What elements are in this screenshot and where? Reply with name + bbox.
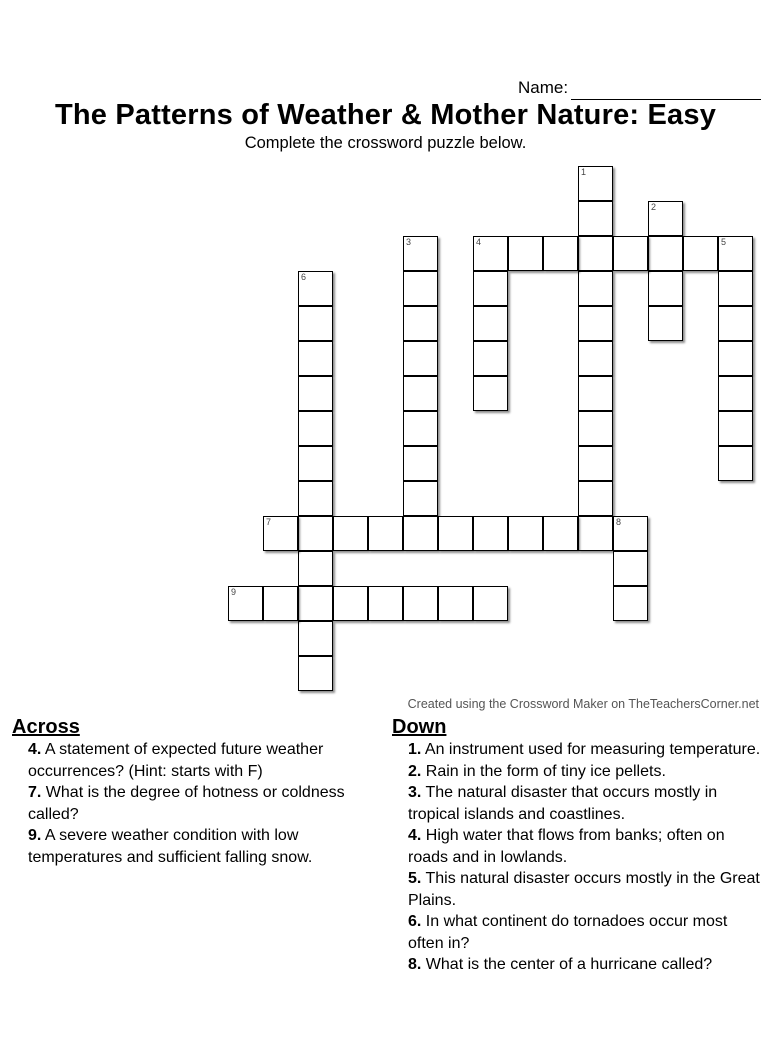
crossword-cell[interactable] — [403, 411, 438, 446]
clue-number: 3. — [408, 784, 422, 801]
clue-text: What is the center of a hurricane called? — [421, 956, 713, 973]
crossword-cell[interactable] — [578, 201, 613, 236]
crossword-cell[interactable] — [508, 516, 543, 551]
clue-number: 4. — [28, 741, 42, 758]
crossword-cell[interactable] — [298, 306, 333, 341]
clue-number: 2. — [408, 762, 422, 780]
crossword-cell[interactable] — [403, 306, 438, 341]
clue-number: 8. — [408, 956, 422, 973]
down-clues — [392, 715, 762, 976]
crossword-cell[interactable] — [613, 586, 648, 621]
crossword-cell[interactable] — [298, 516, 333, 551]
crossword-cell[interactable] — [718, 341, 753, 376]
crossword-cell[interactable] — [718, 306, 753, 341]
clue-text: Rain in the form of tiny ice pellets. — [421, 762, 666, 780]
clue-text: This natural disaster occurs mostly in the Great Plains. — [408, 870, 760, 909]
crossword-cell[interactable] — [403, 376, 438, 411]
crossword-cell[interactable] — [543, 516, 578, 551]
crossword-cell[interactable] — [578, 306, 613, 341]
across-clue — [12, 739, 372, 782]
crossword-cell[interactable] — [578, 481, 613, 516]
crossword-cell[interactable] — [263, 516, 298, 551]
crossword-cell[interactable] — [718, 376, 753, 411]
crossword-cell[interactable] — [578, 376, 613, 411]
crossword-cell[interactable] — [403, 341, 438, 376]
crossword-cell[interactable] — [403, 446, 438, 481]
crossword-cell[interactable] — [228, 586, 263, 621]
crossword-cell[interactable] — [298, 341, 333, 376]
crossword-cell[interactable] — [298, 551, 333, 586]
down-heading: Down — [392, 716, 447, 738]
clue-number: 6. — [408, 913, 422, 930]
crossword-cell[interactable] — [298, 376, 333, 411]
clue-number: 5 — [721, 237, 727, 247]
down-clue — [392, 868, 762, 911]
crossword-cell[interactable] — [578, 166, 613, 201]
crossword-cell[interactable] — [298, 271, 333, 306]
crossword-cell[interactable] — [298, 481, 333, 516]
crossword-cell[interactable] — [578, 236, 613, 271]
crossword-cell[interactable] — [403, 481, 438, 516]
crossword-cell[interactable] — [403, 271, 438, 306]
crossword-cell[interactable] — [438, 516, 473, 551]
clue-number: 1 — [581, 167, 587, 177]
clue-number: 4 — [476, 237, 482, 247]
clue-number: 3 — [406, 237, 412, 247]
clue-number: 1. — [408, 741, 422, 758]
page-title: The Patterns of Weather & Mother Nature: Easy — [54, 99, 717, 131]
down-clue — [392, 761, 762, 783]
crossword-cell[interactable] — [578, 411, 613, 446]
clue-number: 9 — [231, 587, 237, 597]
clue-number: 9. — [28, 827, 42, 844]
crossword-cell[interactable] — [368, 586, 403, 621]
clue-text: An instrument used for measuring temperature. — [421, 741, 761, 758]
credit-text: Created using the Crossword Maker on TheTeachersCorner.net — [407, 697, 759, 711]
across-heading: Across — [12, 716, 80, 738]
crossword-cell[interactable] — [403, 516, 438, 551]
crossword-cell[interactable] — [578, 341, 613, 376]
clue-number: 7. — [28, 784, 42, 801]
crossword-cell[interactable] — [718, 271, 753, 306]
crossword-cell[interactable] — [718, 236, 753, 271]
crossword-cell[interactable] — [613, 516, 648, 551]
down-clue — [392, 739, 762, 761]
crossword-cell[interactable] — [298, 656, 333, 691]
clue-number: 2 — [651, 202, 657, 212]
crossword-cell[interactable] — [403, 236, 438, 271]
down-clue — [392, 954, 762, 976]
crossword-cell[interactable] — [543, 236, 578, 271]
crossword-cell[interactable] — [578, 271, 613, 306]
down-clue — [392, 782, 762, 825]
crossword-cell[interactable] — [578, 446, 613, 481]
crossword-cell[interactable] — [683, 236, 718, 271]
crossword-cell[interactable] — [298, 446, 333, 481]
clue-text: High water that flows from banks; often on roads and in lowlands. — [408, 827, 725, 866]
crossword-cell[interactable] — [613, 236, 648, 271]
crossword-cell[interactable] — [473, 341, 508, 376]
down-clue — [392, 825, 762, 868]
across-clues — [12, 715, 372, 868]
clue-number: 5. — [408, 870, 422, 887]
crossword-cell[interactable] — [648, 271, 683, 306]
clue-number: 8 — [616, 517, 622, 527]
page-subtitle: Complete the crossword puzzle below. — [244, 134, 527, 152]
clue-text: What is the degree of hotness or coldness called? — [28, 784, 345, 823]
crossword-cell[interactable] — [473, 271, 508, 306]
crossword-cell[interactable] — [613, 551, 648, 586]
crossword-cell[interactable] — [508, 236, 543, 271]
clue-text: A statement of expected future weather occurrences? (Hint: starts with F) — [28, 741, 324, 780]
name-label: Name: — [518, 78, 569, 97]
crossword-cell[interactable] — [333, 586, 368, 621]
crossword-cell[interactable] — [298, 586, 333, 621]
crossword-cell[interactable] — [298, 621, 333, 656]
crossword-cell[interactable] — [578, 516, 613, 551]
crossword-cell[interactable] — [473, 306, 508, 341]
crossword-cell[interactable] — [648, 236, 683, 271]
clue-number: 7 — [266, 517, 272, 527]
crossword-cell[interactable] — [473, 586, 508, 621]
crossword-cell[interactable] — [298, 411, 333, 446]
crossword-cell[interactable] — [718, 411, 753, 446]
crossword-cell[interactable] — [368, 516, 403, 551]
crossword-cell[interactable] — [473, 376, 508, 411]
across-clue — [12, 825, 372, 868]
clue-text: The natural disaster that occurs mostly in tropical islands and coastlines. — [408, 784, 718, 823]
crossword-cell[interactable] — [648, 306, 683, 341]
crossword-cell[interactable] — [473, 236, 508, 271]
clue-number: 4. — [408, 827, 422, 844]
crossword-cell[interactable] — [438, 586, 473, 621]
down-clue — [392, 911, 762, 954]
clue-text: In what continent do tornadoes occur most often in? — [408, 913, 728, 952]
clue-number: 6 — [301, 272, 307, 282]
crossword-cell[interactable] — [473, 516, 508, 551]
crossword-cell[interactable] — [333, 516, 368, 551]
crossword-cell[interactable] — [263, 586, 298, 621]
across-clue — [12, 782, 372, 825]
crossword-cell[interactable] — [403, 586, 438, 621]
crossword-cell[interactable] — [648, 201, 683, 236]
crossword-cell[interactable] — [718, 446, 753, 481]
clue-text: A severe weather condition with low temperatures and sufficient falling snow. — [28, 827, 313, 866]
